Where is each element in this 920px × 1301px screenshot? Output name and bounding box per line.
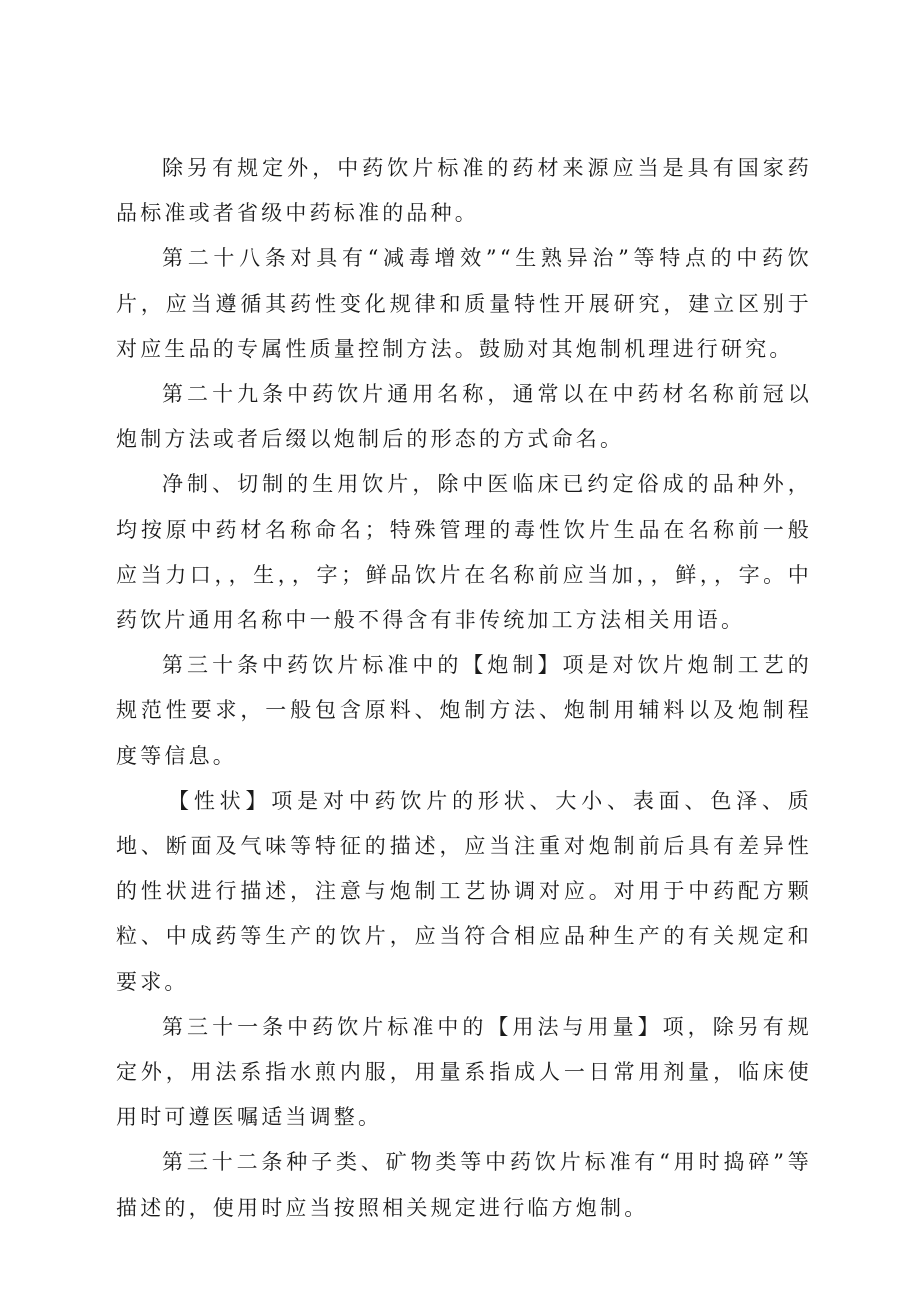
paragraph-article-28: 第二十八条对具有“减毒增效”“生熟异治”等特点的中药饮片，应当遵循其药性变化规律和质量特性开展研究，建立区别于对应生品的专属性质量控制方法。鼓励对其炮制机理进行研究。 [116,246,812,361]
paragraph-properties: 【性状】项是对中药饮片的形状、大小、表面、色泽、质地、断面及气味等特征的描述，应当注重对炮制前后具有差异性的性状进行描述，注意与炮制工艺协调对应。对用于中药配方颗粒、中成药等生产的饮片，应当符合相应品种生产的有关规定和要求。 [116,788,812,994]
paragraph-naming-rules: 净制、切制的生用饮片，除中医临床已约定俗成的品种外，均按原中药材名称命名；特殊管理的毒性饮片生品在名称前一般应当力口，，生，，字；鲜品饮片在名称前应当加，，鲜，，字。中药饮片通用名称中一般不得含有非传统加工方法相关用语。 [116,472,812,633]
paragraph-article-29: 第二十九条中药饮片通用名称，通常以在中药材名称前冠以炮制方法或者后缀以炮制后的形态的方式命名。 [116,382,812,452]
paragraph-source-standard: 除另有规定外，中药饮片标准的药材来源应当是具有国家药品标准或者省级中药标准的品种。 [116,156,812,226]
paragraph-article-30: 第三十条中药饮片标准中的【炮制】项是对饮片炮制工艺的规范性要求，一般包含原料、炮制方法、炮制用辅料以及炮制程度等信息。 [116,653,812,768]
document-body [116,146,812,1231]
paragraph-article-32: 第三十二条种子类、矿物类等中药饮片标准有“用时捣碎”等描述的，使用时应当按照相关规定进行临方炮制。 [116,1150,812,1220]
paragraph-article-31: 第三十一条中药饮片标准中的【用法与用量】项，除另有规定外，用法系指水煎内服，用量系指成人一日常用剂量，临床使用时可遵医嘱适当调整。 [116,1014,812,1130]
